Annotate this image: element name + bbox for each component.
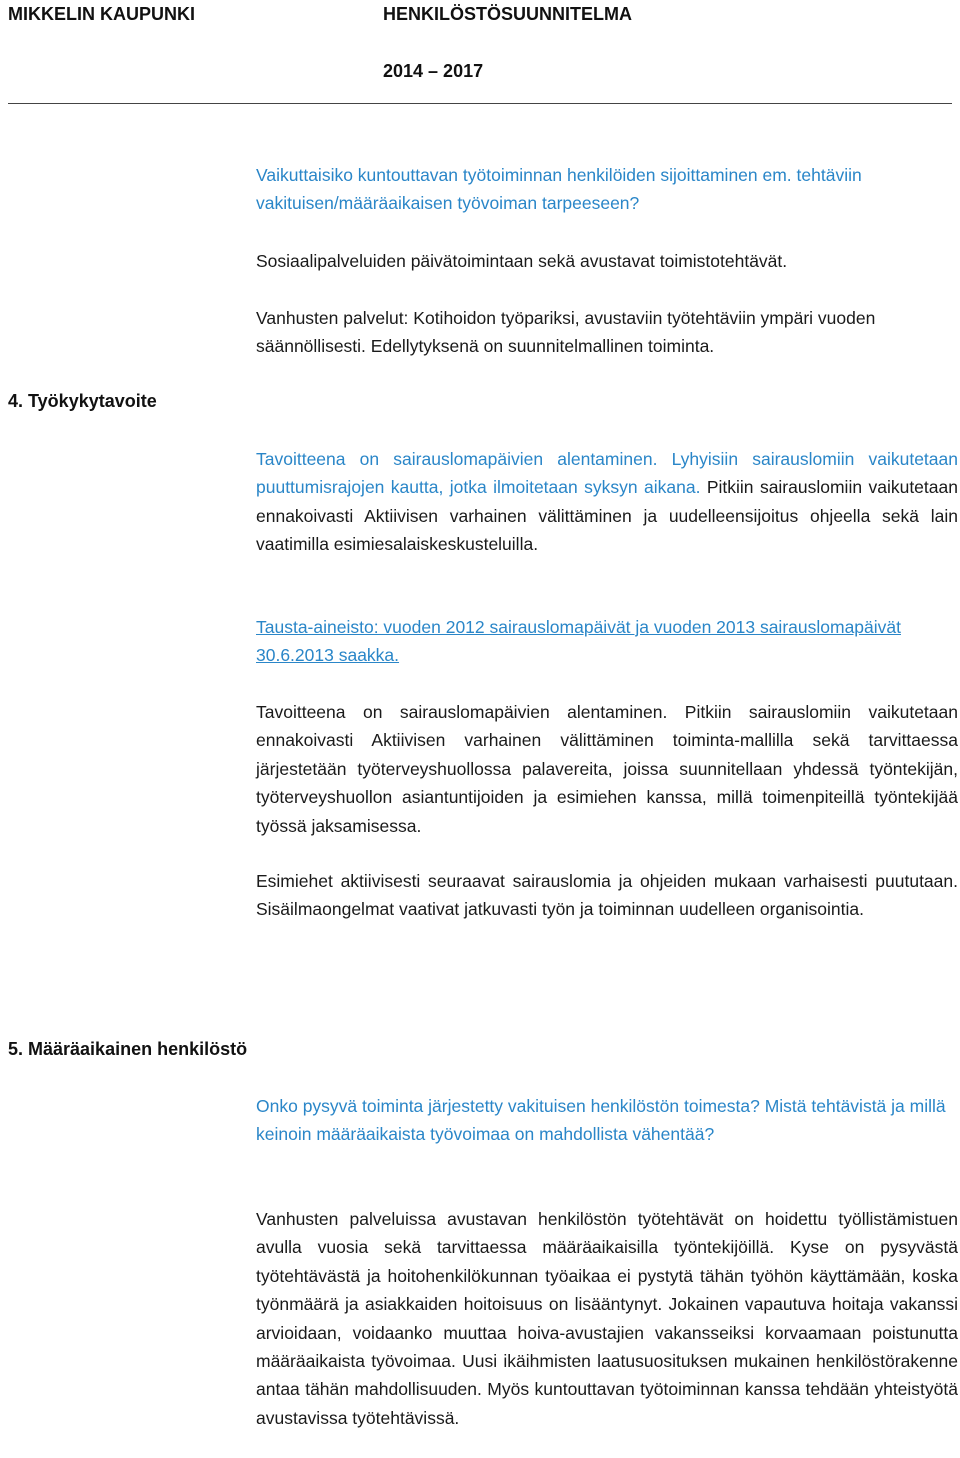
header-divider (8, 103, 952, 104)
elderly-services-text: Vanhusten palvelut: Kotihoidon työpariksi, avustaviin työtehtäviin ympäri vuoden säännöllisesti. Edellytyksenä on suunnitelmallinen toiminta. (256, 308, 876, 357)
section-4-goal-text: Tavoitteena on sairauslomapäivien alentaminen. Pitkiin sairauslomiin vaikutetaan ennakoivasti Aktiivisen varhainen välittäminen toiminta-mallilla sekä tarvittaessa järjestetään työterveyshuollossa palavereita, joissa suunnitellaan yhdessä työntekijän, työterveyshuollon asiantuntijoiden ja esimiehen kanssa, millä toimenpiteillä työntekijää työssä jaksamisessa. (256, 702, 958, 836)
section-4-goal-highlight: Tavoitteena on sairauslomapäivien alentaminen. Lyhyisiin sairauslomiin vaikutetaan puuttumisrajojen kautta, jotka ilmoitetaan syksyn aikana. (256, 449, 958, 498)
intro-question: Vaikuttaisiko kuntouttavan työtoiminnan henkilöiden sijoittaminen em. tehtäviin vakituisen/määräaikaisen työvoiman tarpeeseen? (256, 165, 862, 214)
section-5-question: Onko pysyvä toiminta järjestetty vakituisen henkilöstön toimesta? Mistä tehtävistä ja millä keinoin määräaikaista työvoimaa on mahdollista vähentää? (256, 1096, 946, 1145)
organization-name: MIKKELIN KAUPUNKI (8, 4, 195, 24)
section-4-goal-continued: Pitkiin sairauslomiin vaikutetaan ennakoivasti Aktiivisen varhainen välittäminen ja uudelleensijoitus ohjeella sekä lain vaatimilla esimiesalaiskeskusteluilla. (256, 477, 958, 555)
supervisors-text: Esimiehet aktiivisesti seuraavat sairauslomia ja ohjeiden mukaan varhaisesti puututaan. Sisäilmaongelmat vaativat jatkuvasti työn ja toiminnan uudelleen organisointia. (256, 871, 958, 920)
section-5-heading: 5. Määräaikainen henkilöstö (8, 1039, 248, 1059)
document-years: 2014 – 2017 (383, 61, 484, 81)
section-5-answer: Vanhusten palveluissa avustavan henkilöstön työtehtävät on hoidettu työllistämistuen avulla vuosia sekä tarvittaessa määräaikaisilla työntekijöillä. Kyse on pysyvästä työtehtävästä ja hoitohenkilökunnan työaikaa ei pystytä tähän työhön käyttämään, koska työnmäärä ja asiakkaiden hoitoisuus on lisääntynyt. Jokainen vapautuva hoitaja vakanssi arvioidaan, voidaanko muuttaa hoiva-avustajien vakansseiksi korvaamaan poistunutta määräaikaista työvoimaa. Uusi ikäihmisten laatusuosituksen mukainen henkilöstörakenne antaa tähän mahdollisuuden. Myös kuntouttavan työtoiminnan kanssa tehdään yhteistyötä avustavissa työtehtävissä. (256, 1209, 958, 1428)
page-header (8, 4, 952, 104)
document-title: HENKILÖSTÖSUUNNITELMA (383, 4, 632, 24)
social-services-text: Sosiaalipalveluiden päivätoimintaan sekä avustavat toimistotehtävät. (256, 251, 788, 271)
section-4-heading: 4. Työkykytavoite (8, 391, 157, 411)
section-4-goal-paragraph (256, 445, 958, 559)
background-material-link[interactable]: Tausta-aineisto: vuoden 2012 sairauslomapäivät ja vuoden 2013 sairauslomapäivät 30.6.2013 saakka. (256, 617, 901, 666)
